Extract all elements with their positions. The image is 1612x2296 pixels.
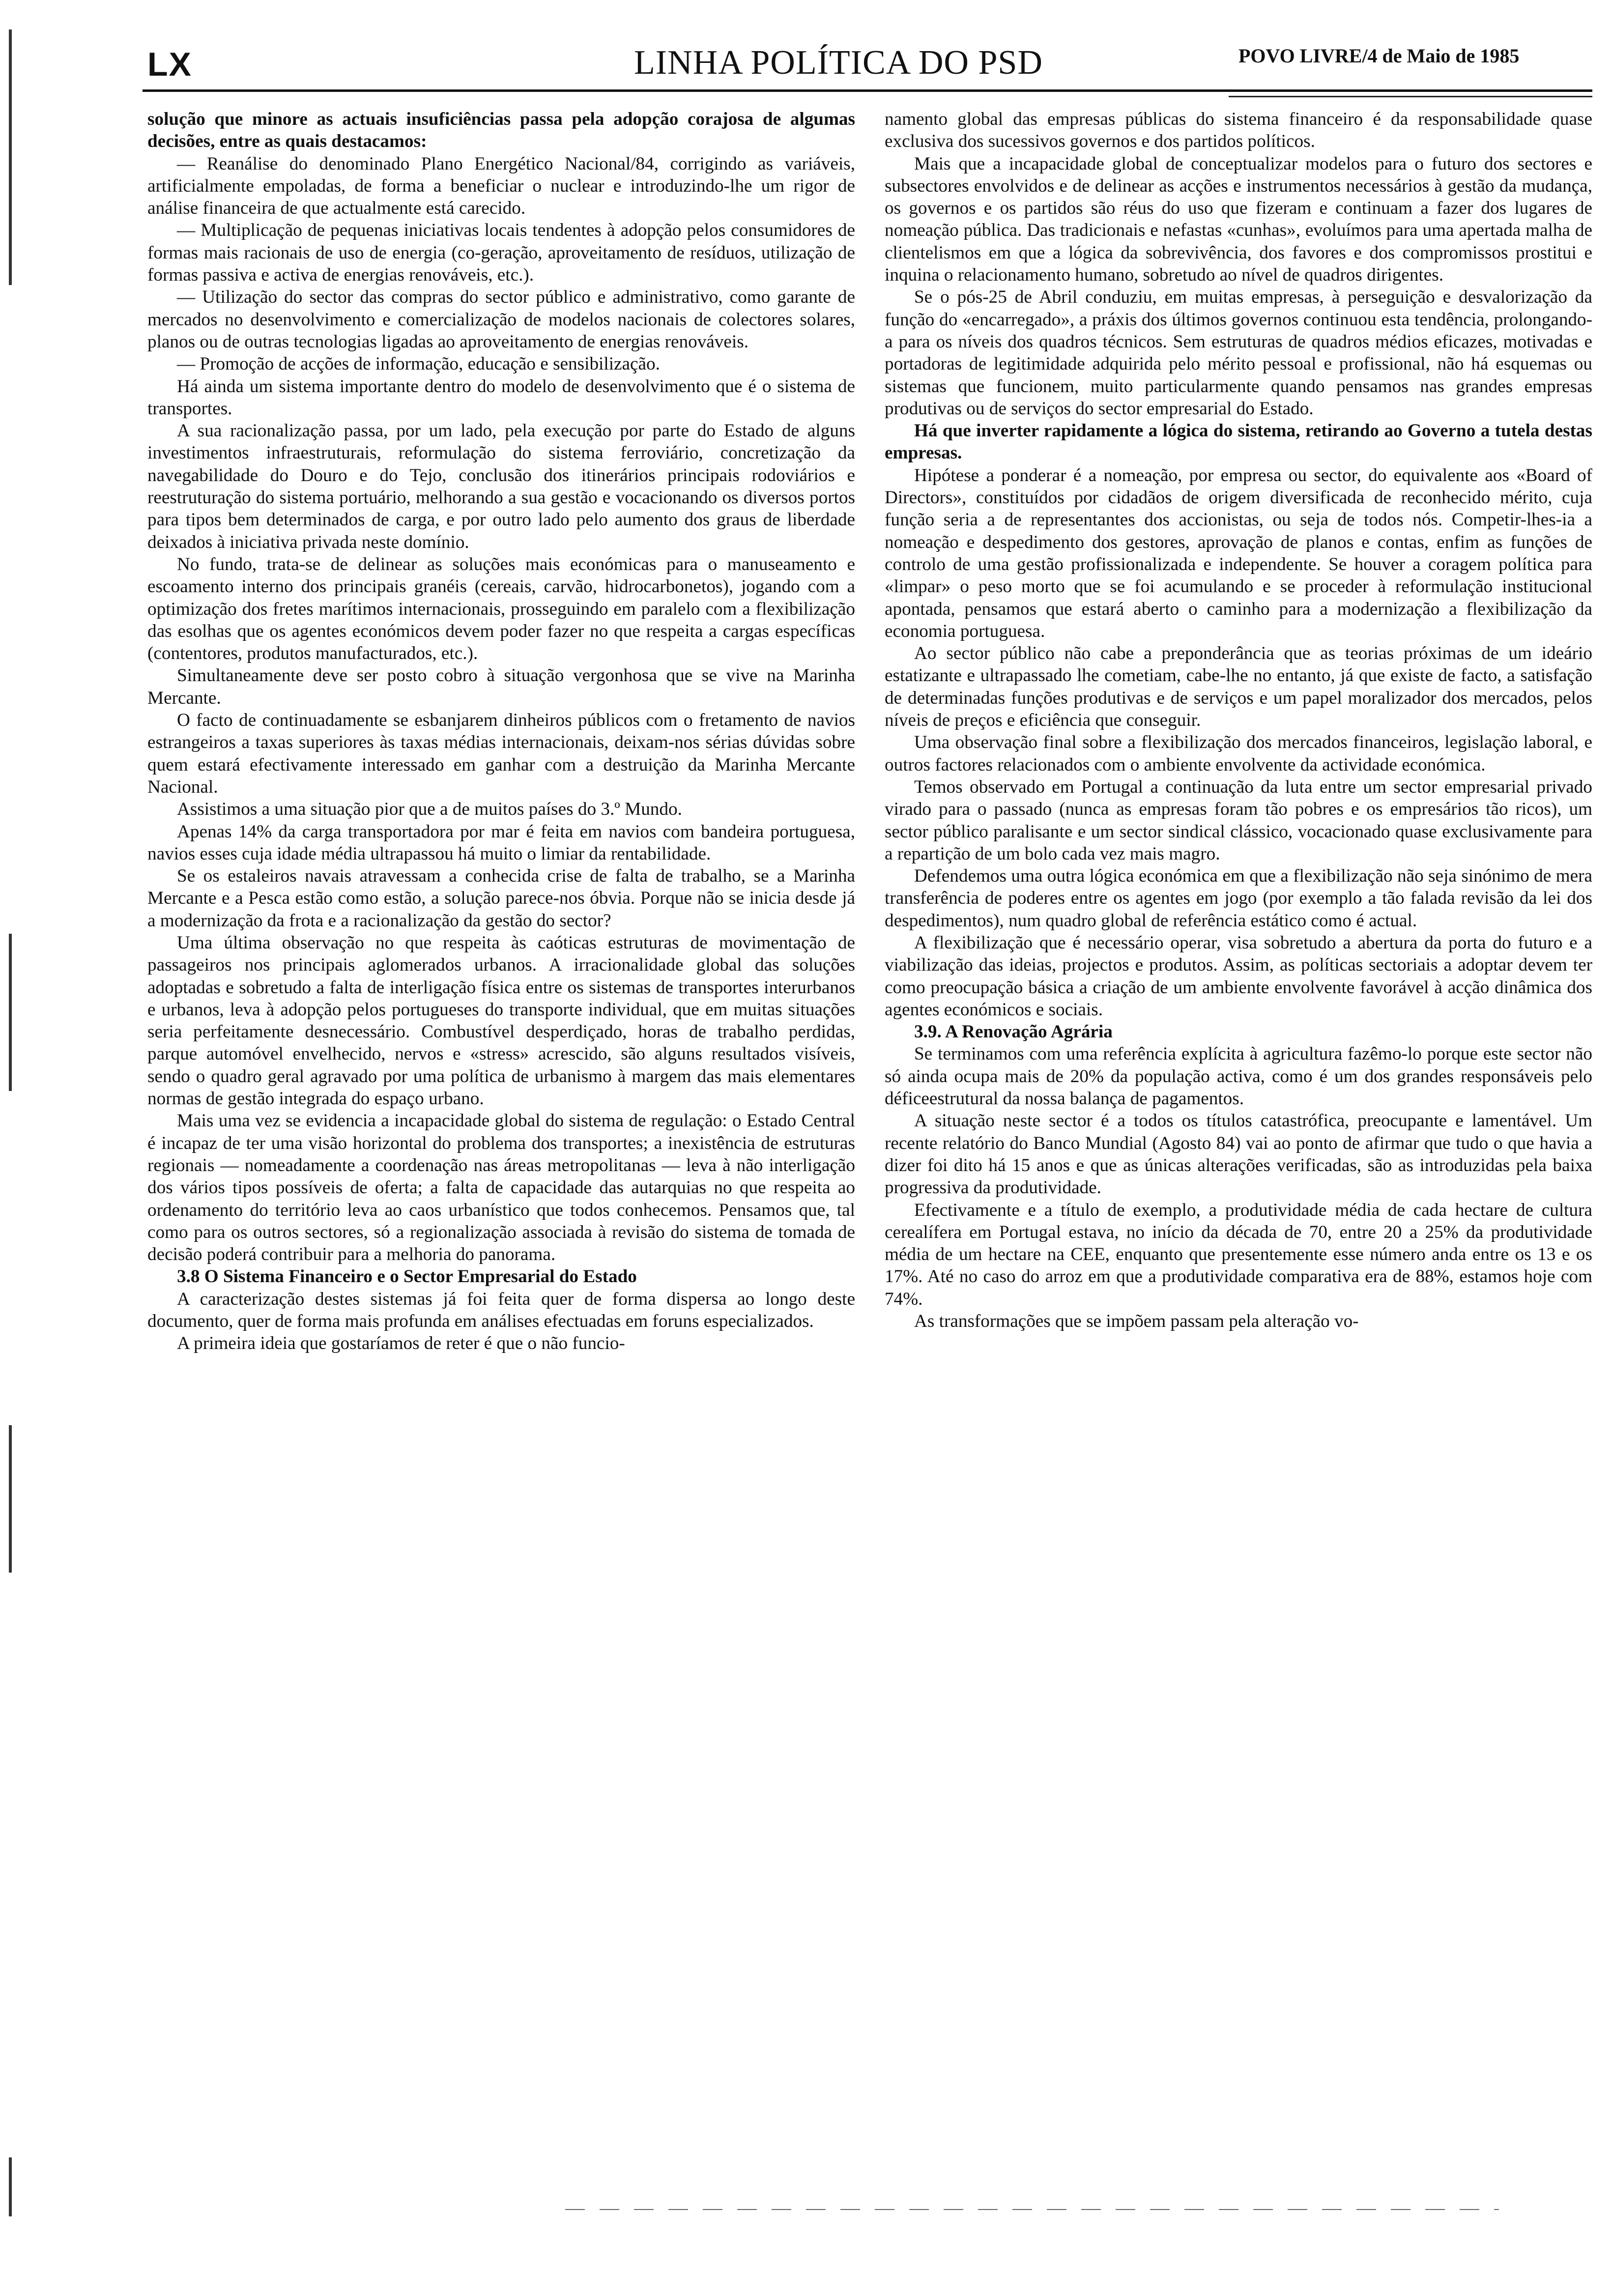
- article-paragraph: O facto de continuadamente se esbanjarem dinheiros públicos com o fretamento de navios estrangeiros a taxas superiores às taxas médias internacionais, deixam-nos sérias dúvidas sobre quem estará efectivamente interessado em ganhar com a destruição da Marinha Mercante Nacional.: [147, 710, 855, 797]
- article-paragraph: Uma última observação no que respeita às caóticas estruturas de movimentação de passageiros nos principais aglomerados urbanos. A irracionalidade global das soluções adoptadas e sobretudo a falta de interligação física entre os sistemas de transportes interurbanos e urbanos, leva à adopção pelos portugueses do transporte individual, que em muitas situações seria perfeitamente desnecessário. Combustível desperdiçado, horas de trabalho perdidas, parque automóvel envelhecido, nervos e «stress» acrescido, são alguns resultados visíveis, sendo o quadro geral agravado por uma política de urbanismo à margem das mais elementares normas de gestão integrada do espaço urbano.: [147, 932, 855, 1109]
- article-paragraph: — Utilização do sector das compras do sector público e administrativo, como garante de mercados no desenvolvimento e comercialização de modelos nacionais de colectores solares, planos ou de outras tecnologias ligadas ao aproveitamento de energias renováveis.: [147, 287, 855, 352]
- article-paragraph: — Reanálise do denominado Plano Energético Nacional/84, corrigindo as variáveis, artificialmente empoladas, de forma a beneficiar o nuclear e introduzindo-lhe um rigor de análise financeira de que actualmente está carecido.: [147, 153, 855, 219]
- article-paragraph: Mais que a incapacidade global de conceptualizar modelos para o futuro dos sectores e subsectores envolvidos e de delinear as acções e instrumentos necessários à gestão da mudança, os governos e os partidos são réus do uso que fizeram e continuam a fazer dos lugares de nomeação pública. Das tradicionais e nefastas «cunhas», evoluímos para uma apertada malha de clientelismos em que a lógica da sobrevivência, dos favores e dos compromissos prostitui e inquina o relacionamento humano, sobretudo ao nível de quadros dirigentes.: [885, 153, 1592, 286]
- article-paragraph: Apenas 14% da carga transportadora por mar é feita em navios com bandeira portuguesa, navios esses cuja idade média ultrapassou há muito o limiar da rentabilidade.: [147, 821, 855, 864]
- section-heading: 3.9. A Renovação Agrária: [914, 1022, 1113, 1042]
- article-paragraph: Efectivamente e a título de exemplo, a produtividade média de cada hectare de cultura cerealífera em Portugal estava, no início da década de 70, entre 20 a 25% da produtividade média de um hectare na CEE, enquanto que presentemente esse número anda entre os 13 e os 17%. Até no caso do arroz em que a produtividade comparativa era de 88%, estamos hoje com 74%.: [885, 1200, 1592, 1309]
- article-paragraph: Simultaneamente deve ser posto cobro à situação vergonhosa que se vive na Marinha Mercante.: [147, 665, 855, 708]
- article-paragraph: No fundo, trata-se de delinear as soluções mais económicas para o manuseamento e escoamento interno dos principais granéis (cereais, carvão, hidrocarbonetos), jogando com a optimização dos fretes marítimos internacionais, prosseguindo em paralelo com a flexibilização das esolhas que os agentes económicos devem poder fazer no que respeita a cargas específicas (contentores, produtos manufacturados, etc.).: [147, 554, 855, 664]
- footer-rule: [565, 2209, 1499, 2210]
- page-title: LINHA POLÍTICA DO PSD: [634, 44, 1043, 82]
- article-paragraph: Temos observado em Portugal a continuação da luta entre um sector empresarial privado virado para o passado (nunca as empresas foram tão pobres e os empresários tão ricos), um sector público paralisante e um sector sindical clássico, vocacionado quase exclusivamente para a repartição de um bolo cada vez mais magro.: [885, 776, 1592, 864]
- article-paragraph: namento global das empresas públicas do sistema financeiro é da responsabilidade quase exclusiva dos sucessivos governos e dos partidos políticos.: [885, 109, 1592, 152]
- article-paragraph: Assistimos a uma situação pior que a de muitos países do 3.º Mundo.: [177, 799, 682, 820]
- article-paragraph: Defendemos uma outra lógica económica em que a flexibilização não seja sinónimo de mera transferência de poderes entre os agentes em jogo (por exemplo a tão falada revisão da lei dos despedimentos), num quadro global de referência estático como é actual.: [885, 866, 1592, 931]
- scan-margin-mark: [9, 1425, 12, 1573]
- article-paragraph: Ao sector público não cabe a preponderância que as teorias próximas de um ideário estatizante e ultrapassado lhe cometiam, cabe-lhe no entanto, já que existe de facto, a satisfação de determinadas funções produtivas e de serviços e um papel moralizador dos mercados, pelos níveis de preços e eficiência que conseguir.: [885, 643, 1592, 731]
- header-subrule: [1229, 96, 1592, 97]
- left-column: [147, 108, 855, 1355]
- article-paragraph: A flexibilização que é necessário operar, visa sobretudo a abertura da porta do futuro e a viabilização das ideias, projectos e produtos. Assim, as políticas sectoriais a adoptar devem ter como preocupação básica a criação de um ambiente envolvente favorável à acção dinâmica dos agentes económicos e sociais.: [885, 932, 1592, 1020]
- article-paragraph: A sua racionalização passa, por um lado, pela execução por parte do Estado de alguns investimentos infraestruturais, reformulação do sistema ferroviário, concretização da navegabilidade do Douro e do Tejo, conclusão dos itinerários principais rodoviários e reestruturação do sistema portuário, melhorando a sua gestão e vocacionando os diversos portos para tipos bem determinados de carga, e por outro lado pelo aumento dos graus de liberdade deixados à iniciativa privada neste domínio.: [147, 421, 855, 552]
- scan-margin-mark: [9, 934, 12, 1091]
- article-paragraph: — Promoção de acções de informação, educação e sensibilização.: [177, 354, 660, 374]
- article-paragraph: Mais uma vez se evidencia a incapacidade global do sistema de regulação: o Estado Central é incapaz de ter uma visão horizontal do problema dos transportes; a inexistência de estruturas regionais — nomeadamente a coordenação nas áreas metropolitanas — leva à não interligação dos vários tipos possíveis de oferta; a falta de capacidade das autarquias no que respeita ao ordenamento do território leva ao caos urbanístico que todos conhecemos. Pensamos que, tal como para os outros sectores, só a regionalização associada à revisão do sistema de tomada de decisão poderá contribuir para a melhoria do panorama.: [147, 1111, 855, 1265]
- section-heading: 3.8 O Sistema Financeiro e o Sector Empresarial do Estado: [177, 1266, 637, 1287]
- article-paragraph: Hipótese a ponderar é a nomeação, por empresa ou sector, do equivalente aos «Board of Directors», constituídos por cidadãos de origem diversificada de reconhecido mérito, cuja função seria a de representantes dos accionistas, ou seja de todos nós. Competir-lhes-ia a nomeação e despedimento dos gestores, aprovação de planos e contas, enfim as funções de controlo de uma gestão profissionalizada e independente. Se houver a coragem política para «limpar» o peso morto que se foi acumulando e se proceder à reformulação institucional apontada, pensamos que estará aberto o caminho para a modernização a flexibilização da economia portuguesa.: [885, 465, 1592, 641]
- article-paragraph: Se o pós-25 de Abril conduziu, em muitas empresas, à perseguição e desvalorização da função do «encarregado», a práxis dos últimos governos continuou esta tendência, prolongando-a para os níveis dos quadros técnicos. Sem estruturas de quadros médios eficazes, motivadas e portadoras de legitimidade adquirida pelo mérito pessoal e profissional, não há esquemas ou sistemas que funcionem, muito particularmente quando pensamos nas grandes empresas produtivas ou de serviços do sector empresarial do Estado.: [885, 287, 1592, 419]
- article-paragraph: Há ainda um sistema importante dentro do modelo de desenvolvimento que é o sistema de transportes.: [147, 376, 855, 419]
- article-paragraph: Há que inverter rapidamente a lógica do sistema, retirando ao Governo a tutela destas empresas.: [885, 421, 1592, 463]
- article-paragraph: solução que minore as actuais insuficiências passa pela adopção corajosa de algumas decisões, entre as quais destacamos:: [147, 109, 855, 152]
- scan-margin-mark: [9, 2157, 12, 2216]
- article-paragraph: A caracterização destes sistemas já foi feita quer de forma dispersa ao longo deste documento, quer de forma mais profunda em análises efectuadas em foruns especializados.: [147, 1289, 855, 1332]
- scan-margin-mark: [9, 29, 12, 285]
- article-paragraph: A situação neste sector é a todos os títulos catastrófica, preocupante e lamentável. Um recente relatório do Banco Mundial (Agosto 84) vai ao ponto de afirmar que tudo o que havia a dizer foi dito há 15 anos e que as únicas alterações verificadas, são as introduzidas pela baixa progressiva da produtividade.: [885, 1111, 1592, 1198]
- article-paragraph: Se os estaleiros navais atravessam a conhecida crise de falta de trabalho, se a Marinha Mercante e a Pesca estão como estão, a solução parece-nos óbvia. Porque não se inicia desde já a modernização da frota e a racionalização da gestão do sector?: [147, 866, 855, 931]
- article-paragraph: Uma observação final sobre a flexibilização dos mercados financeiros, legislação laboral, e outros factores relacionados com o ambiente envolvente da actividade económica.: [885, 732, 1592, 775]
- right-column: [885, 108, 1592, 1332]
- article-paragraph: As transformações que se impõem passam pela alteração vo-: [914, 1311, 1359, 1332]
- section-number: LX: [147, 46, 192, 83]
- article-paragraph: — Multiplicação de pequenas iniciativas locais tendentes à adopção pelos consumidores de formas mais racionais de uso de energia (co-geração, aproveitamento de resíduos, utilização de formas passiva e activa de energias renováveis, etc.).: [147, 220, 855, 286]
- article-paragraph: A primeira ideia que gostaríamos de reter é que o não funcio-: [177, 1333, 625, 1354]
- publication-date: POVO LIVRE/4 de Maio de 1985: [1238, 45, 1520, 67]
- article-paragraph: Se terminamos com uma referência explícita à agricultura fazêmo-lo porque este sector não só ainda ocupa mais de 20% da população activa, como é um dos grandes responsáveis pelo déficeestrutural da nossa balança de pagamentos.: [885, 1044, 1592, 1109]
- header-rule: [143, 89, 1592, 92]
